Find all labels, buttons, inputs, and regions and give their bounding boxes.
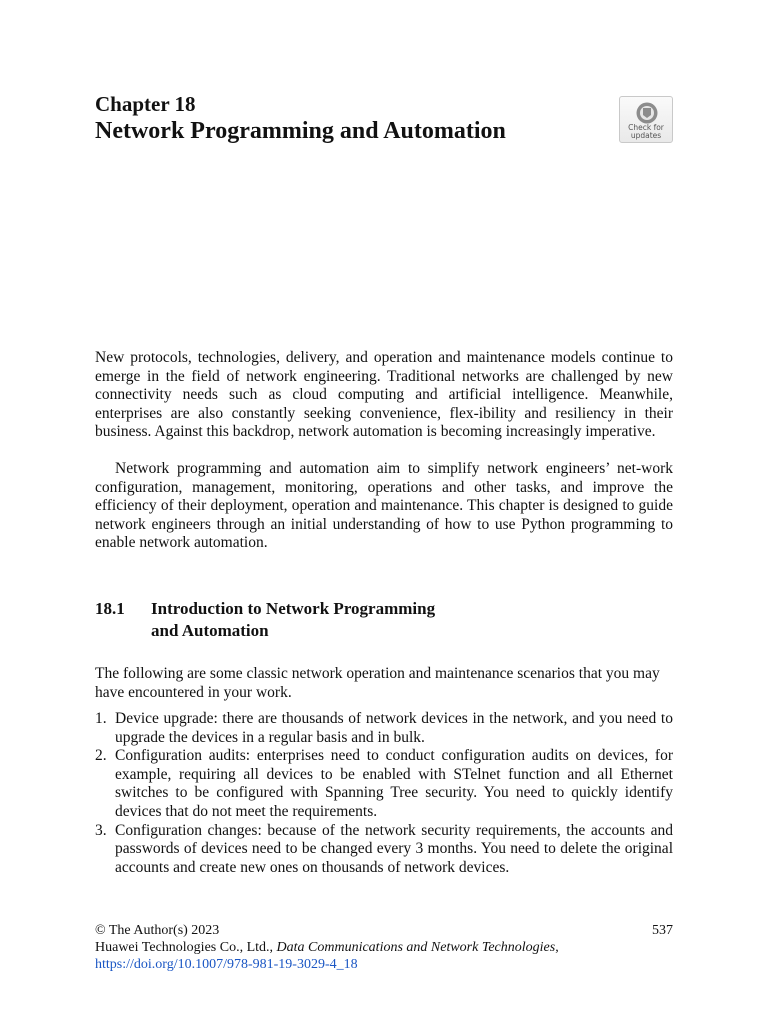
chapter-title: Network Programming and Automation (95, 118, 506, 144)
section-title-line-2: and Automation (151, 621, 269, 640)
list-item (95, 710, 673, 747)
list-item (95, 822, 673, 878)
list-item-text: Configuration audits: enterprises need to conduct configuration audits on devices, for example, requiring all devices to be enabled with STelnet function and all Ethernet switches to be configured with Spanning Tree security. You need to quickly identify devices that do not meet the requirements. (115, 747, 673, 820)
list-item-number: 2. (95, 747, 107, 765)
section-title-line-1: Introduction to Network Programming (151, 599, 436, 618)
book-title: Data Communications and Network Technologies (276, 940, 556, 955)
book-title-suffix: , (555, 940, 559, 955)
badge-label: Check for updates (628, 123, 664, 140)
chapter-label: Chapter 18 (95, 92, 196, 116)
publisher-text: Huawei Technologies Co., Ltd., (95, 940, 277, 955)
list-item-number: 1. (95, 710, 107, 727)
citation-line (95, 939, 673, 956)
list-item-text: Device upgrade: there are thousands of network devices in the network, and you need to upgrade the devices in a regular basis and in bulk. (115, 710, 673, 746)
section-lead-paragraph: The following are some classic network operation and maintenance scenarios that you may have encountered in your work. (95, 665, 660, 701)
page-number: 537 (652, 923, 673, 938)
scenario-list (95, 710, 673, 877)
copyright-notice: © The Author(s) 2023 (95, 923, 220, 938)
doi-link[interactable]: https://doi.org/10.1007/978-981-19-3029-4_18 (95, 957, 358, 972)
section-number: 18.1 (95, 599, 125, 618)
intro-paragraph-2: Network programming and automation aim to simplify network engineers’ net-work configuration, management, monitoring, operations and other tasks, and improve the efficiency of their deployment, operation and maintenance. This chapter is designed to guide network engineers through an initial understanding of how to use Python programming to enable network automation. (95, 460, 673, 552)
list-item (95, 747, 673, 821)
check-for-updates-badge[interactable] (619, 96, 673, 143)
intro-paragraph-1: New protocols, technologies, delivery, and operation and maintenance models continue to emerge in the field of network engineering. Traditional networks are challenged by new connectivity needs such as cloud computing and artificial intelligence. Meanwhile, enterprises are also constantly seeking convenience, flex-ibility and resiliency in their business. Against this backdrop, network automation is becoming increasingly imperative. (95, 349, 673, 441)
list-item-number: 3. (95, 821, 107, 839)
page-footer (95, 922, 673, 973)
check-updates-icon (634, 101, 660, 125)
list-item-text: Configuration changes: because of the network security requirements, the accounts and passwords of devices need to be changed every 3 months. You need to delete the original accounts and create new ones on thousands of network devices. (115, 821, 673, 876)
section-title (151, 598, 571, 642)
